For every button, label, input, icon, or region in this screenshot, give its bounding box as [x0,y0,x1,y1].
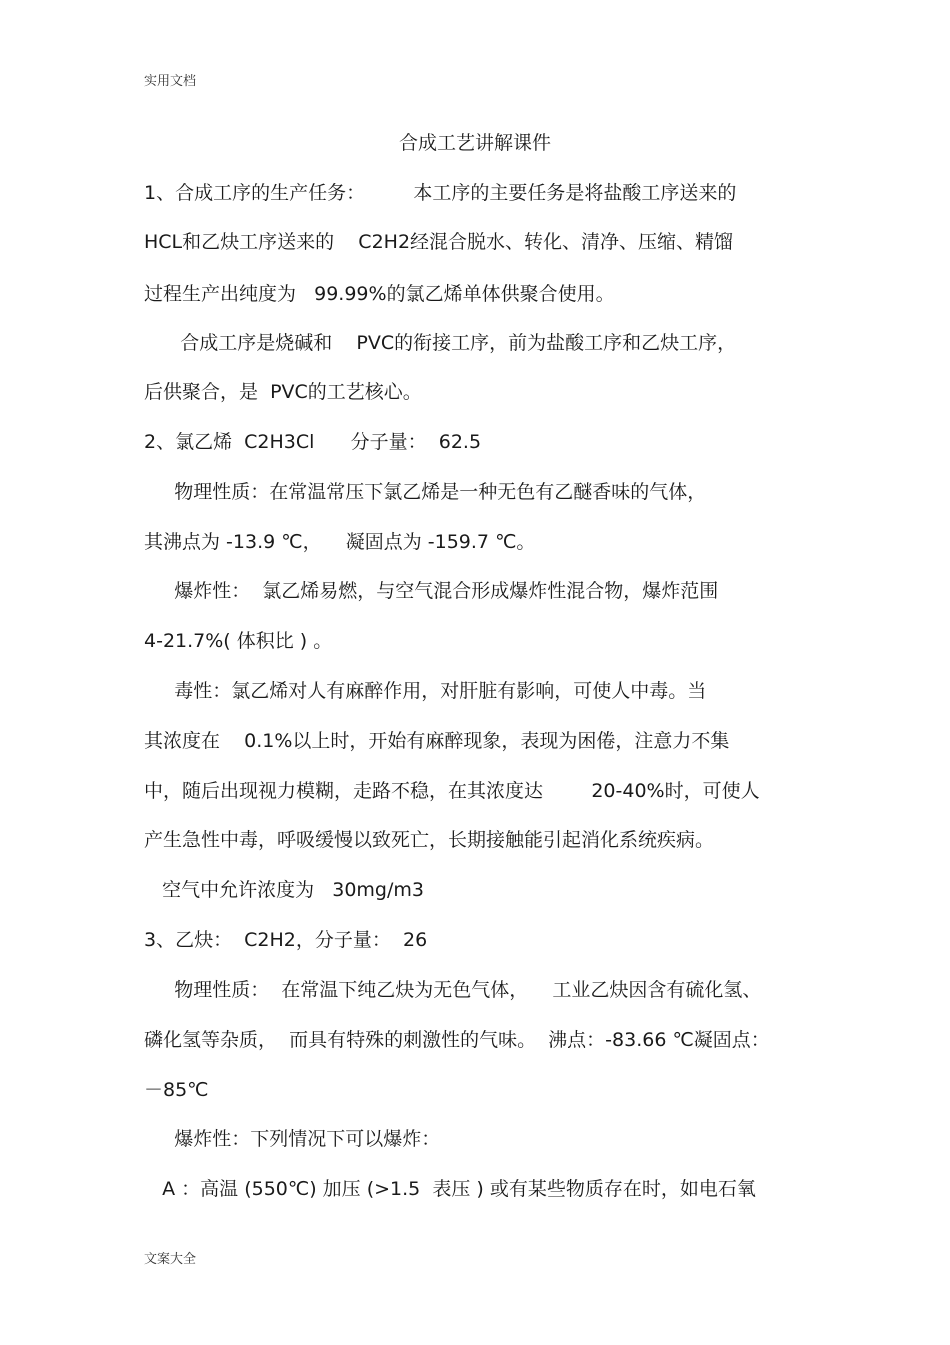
body-line: 合成工序是烧碱和 PVC的衔接工序，前为盐酸工序和乙炔工序， [144,332,737,354]
body-line: 毒性：氯乙烯对人有麻醉作用，对肝脏有影响，可使人中毒。当 [144,680,707,702]
body-line: 物理性质：在常温常压下氯乙烯是一种无色有乙醚香味的气体， [144,481,707,503]
body-line: 过程生产出纯度为 99.99%的氯乙烯单体供聚合使用。 [144,283,615,305]
page-header: 实用文档 [144,74,197,89]
body-line: 产生急性中毒，呼吸缓慢以致死亡，长期接触能引起消化系统疾病。 [144,829,715,851]
body-line: 空气中允许浓度为 30mg/m3 [144,879,424,901]
body-line: 其浓度在 0.1%以上时，开始有麻醉现象，表现为困倦，注意力不集 [144,730,730,752]
body-line: 中，随后出现视力模糊，走路不稳，在其浓度达 20-40%时，可使人 [144,780,760,802]
body-line: 4-21.7%( 体积比 ) 。 [144,630,333,652]
body-line: 物理性质： 在常温下纯乙炔为无色气体， 工业乙炔因含有硫化氢、 [144,979,762,1001]
body-line: 爆炸性：下列情况下可以爆炸： [144,1128,441,1150]
document-title: 合成工艺讲解课件 [398,132,551,154]
body-line: 后供聚合，是 PVC的工艺核心。 [144,381,422,403]
body-line: 2、氯乙烯 C2H3Cl 分子量： 62.5 [144,431,482,453]
body-line: 爆炸性： 氯乙烯易燃，与空气混合形成爆炸性混合物，爆炸范围 [144,580,719,602]
body-line: A ：高温 (550℃) 加压 (>1.5 表压 ) 或有某些物质存在时，如电石氧 [144,1178,756,1200]
body-line: 磷化氢等杂质， 而具有特殊的刺激性的气味。 沸点：-83.66 ℃凝固点： [144,1029,770,1051]
body-line: －85℃ [144,1079,209,1101]
body-line: 1、合成工序的生产任务： 本工序的主要任务是将盐酸工序送来的 [144,182,737,204]
page-footer: 文案大全 [144,1252,197,1267]
body-line: 3、乙炔： C2H2，分子量： 26 [144,929,428,951]
body-line: HCL和乙炔工序送来的 C2H2经混合脱水、转化、清净、压缩、精馏 [144,231,734,253]
body-line: 其沸点为 -13.9 ℃， 凝固点为 -159.7 ℃。 [144,531,536,553]
